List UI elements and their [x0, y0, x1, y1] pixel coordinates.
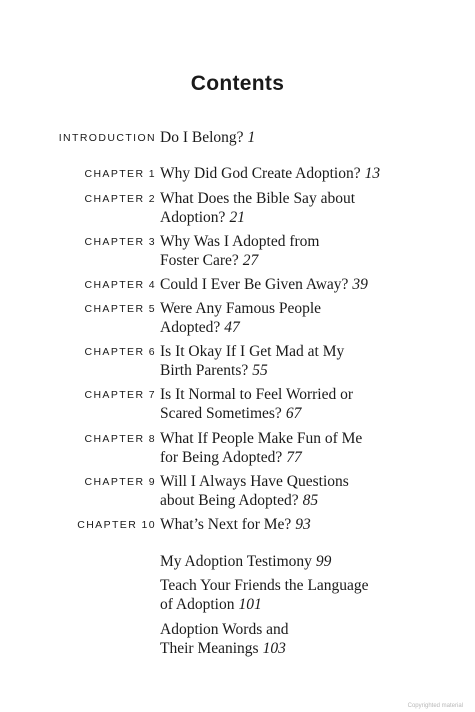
toc-page-number: 21 [229, 209, 245, 226]
toc-title [160, 385, 460, 423]
toc-title [160, 472, 460, 510]
toc-title-line: Foster Care? [160, 252, 239, 269]
toc-title-line: My Adoption Testimony [160, 553, 312, 570]
toc-page-number: 27 [242, 252, 259, 269]
toc-title-line: What’s Next for Me? [160, 516, 292, 533]
toc-page-number: 67 [285, 405, 302, 422]
toc-title-line: Adopted? [160, 319, 221, 336]
toc-page-number: 77 [286, 449, 302, 466]
toc-title [160, 552, 460, 571]
toc-label: CHAPTER 6 [84, 346, 156, 358]
toc-page-number: 103 [262, 640, 286, 657]
toc-page-number: 47 [224, 319, 240, 336]
toc-title-line: Is It Okay If I Get Mad at My [160, 343, 345, 360]
toc-title [160, 515, 460, 534]
toc-title-line: Do I Belong? [160, 129, 244, 146]
toc-title-line: Were Any Famous People [160, 300, 322, 317]
toc-title-line: Teach Your Friends the Language [160, 577, 369, 594]
toc-title [160, 232, 460, 270]
toc-label: CHAPTER 9 [84, 476, 156, 488]
toc-title [160, 620, 460, 658]
toc-title [160, 342, 460, 380]
toc-page-number: 85 [302, 492, 319, 509]
toc-title-line: Will I Always Have Questions [160, 473, 349, 490]
toc-title-line: Adoption Words and [160, 621, 289, 638]
toc-label: CHAPTER 10 [77, 519, 156, 531]
toc-label: CHAPTER 1 [84, 168, 156, 180]
toc-label: INTRODUCTION [58, 132, 156, 144]
toc-title-line: What Does the Bible Say about [160, 190, 355, 207]
toc-title-line: Could I Ever Be Given Away? [160, 276, 349, 293]
toc-title-line: about Being Adopted? [160, 492, 299, 509]
toc-page-number: 99 [315, 553, 332, 570]
toc-title [160, 275, 460, 294]
toc-page-number: 1 [247, 129, 256, 146]
toc-title [160, 189, 460, 227]
toc-title-line: Is It Normal to Feel Worried or [160, 386, 354, 403]
copyright-watermark: Copyrighted material [407, 703, 463, 709]
toc-label: CHAPTER 3 [84, 236, 156, 248]
toc-label: CHAPTER 7 [84, 389, 156, 401]
toc-label: CHAPTER 5 [84, 303, 156, 315]
toc-title [160, 429, 460, 467]
toc-title [160, 576, 460, 614]
toc-title [160, 128, 460, 147]
toc-title [160, 164, 460, 183]
toc-title [160, 299, 460, 337]
toc-page-number: 93 [295, 516, 311, 533]
toc-label: CHAPTER 2 [84, 193, 156, 205]
toc-title-line: of Adoption [160, 596, 235, 613]
toc-page-number: 101 [238, 596, 262, 613]
toc-title-line: for Being Adopted? [160, 449, 283, 466]
toc-title-line: Why Was I Adopted from [160, 233, 320, 250]
page-title: Contents [190, 72, 285, 95]
toc-title-line: Birth Parents? [160, 362, 249, 379]
toc-title-line: Why Did God Create Adoption? [160, 165, 361, 182]
toc-page-number: 13 [364, 165, 381, 182]
toc-title-line: Their Meanings [160, 640, 259, 657]
toc-page-number: 55 [252, 362, 268, 379]
toc-title-line: What If People Make Fun of Me [160, 430, 363, 447]
toc-page-number: 39 [352, 276, 368, 293]
toc-title-line: Adoption? [160, 209, 226, 226]
toc-title-line: Scared Sometimes? [160, 405, 282, 422]
toc-label: CHAPTER 4 [84, 279, 156, 291]
toc-label: CHAPTER 8 [84, 433, 156, 445]
